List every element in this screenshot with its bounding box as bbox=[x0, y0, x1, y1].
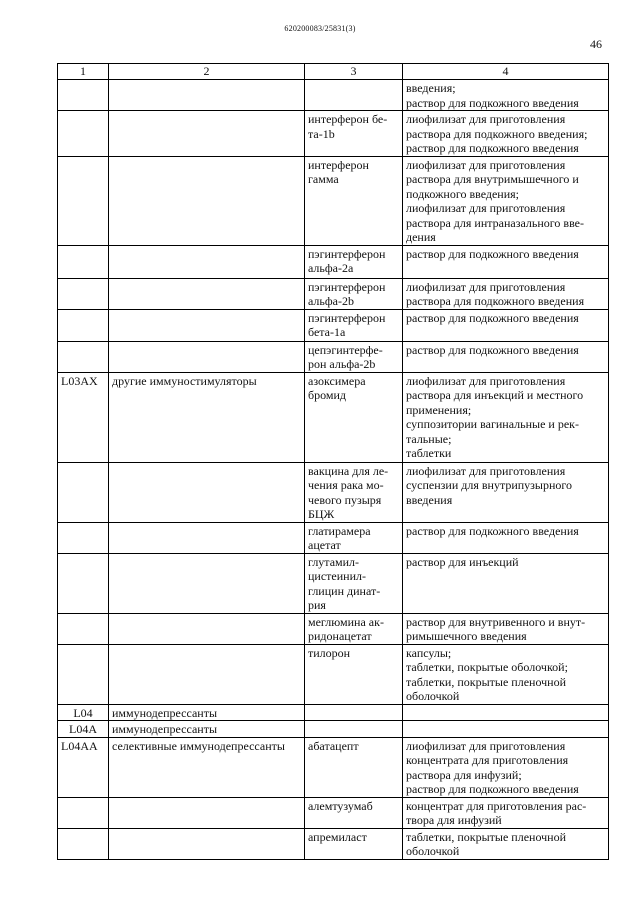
atc-code-cell: L03AX bbox=[58, 372, 109, 462]
drug-name-cell: абатацепт bbox=[305, 737, 403, 797]
drug-name-cell: глутамил- цистеинил- глицин динат- рия bbox=[305, 553, 403, 613]
group-name-cell bbox=[109, 613, 305, 644]
table-row bbox=[58, 156, 609, 245]
column-header-2: 2 bbox=[109, 64, 305, 80]
group-name-cell bbox=[109, 644, 305, 704]
group-name-cell bbox=[109, 522, 305, 553]
drug-name-cell: вакцина для ле- чения рака мо- чевого пузыря БЦЖ bbox=[305, 462, 403, 522]
group-name-cell: селективные иммунодепрессанты bbox=[109, 737, 305, 797]
table-row bbox=[58, 721, 609, 738]
atc-code-cell bbox=[58, 553, 109, 613]
group-name-cell bbox=[109, 309, 305, 341]
table-row bbox=[58, 828, 609, 859]
atc-code-cell bbox=[58, 613, 109, 644]
atc-code-cell bbox=[58, 278, 109, 309]
group-name-cell: иммунодепрессанты bbox=[109, 721, 305, 738]
atc-code-cell bbox=[58, 797, 109, 828]
dosage-form-cell: раствор для подкожного введения bbox=[403, 522, 609, 553]
table-row bbox=[58, 613, 609, 644]
group-name-cell bbox=[109, 245, 305, 278]
atc-code-cell bbox=[58, 462, 109, 522]
dosage-form-cell: раствор для внутривенного и внут- римышечного введения bbox=[403, 613, 609, 644]
dosage-form-cell: раствор для подкожного введения bbox=[403, 245, 609, 278]
group-name-cell bbox=[109, 156, 305, 245]
drug-name-cell: меглюмина ак- ридонацетат bbox=[305, 613, 403, 644]
group-name-cell bbox=[109, 278, 305, 309]
dosage-form-cell: концентрат для приготовления рас- твора для инфузий bbox=[403, 797, 609, 828]
dosage-form-cell bbox=[403, 721, 609, 738]
table-row bbox=[58, 462, 609, 522]
dosage-form-cell: раствор для подкожного введения bbox=[403, 309, 609, 341]
table-row bbox=[58, 245, 609, 278]
group-name-cell bbox=[109, 828, 305, 859]
dosage-form-cell: лиофилизат для приготовления раствора для внутримышечного и подкожного введения; лиофилизат для приготовления раствора для интраназального вве- дения bbox=[403, 156, 609, 245]
dosage-form-cell: таблетки, покрытые пленочной оболочкой bbox=[403, 828, 609, 859]
table-row bbox=[58, 553, 609, 613]
drug-name-cell: пэгинтерферон альфа-2а bbox=[305, 245, 403, 278]
atc-code-cell bbox=[58, 341, 109, 372]
drug-name-cell: тилорон bbox=[305, 644, 403, 704]
table-header-row bbox=[58, 64, 609, 80]
dosage-form-cell: раствор для подкожного введения bbox=[403, 341, 609, 372]
table-row bbox=[58, 644, 609, 704]
drug-name-cell: интерферон гамма bbox=[305, 156, 403, 245]
group-name-cell: другие иммуностимуляторы bbox=[109, 372, 305, 462]
dosage-form-cell: лиофилизат для приготовления концентрата для приготовления раствора для инфузий; раствор для подкожного введения bbox=[403, 737, 609, 797]
table-row bbox=[58, 341, 609, 372]
table-row bbox=[58, 111, 609, 157]
drug-name-cell: цепэгинтерфе- рон альфа-2b bbox=[305, 341, 403, 372]
dosage-form-cell: лиофилизат для приготовления раствора для подкожного введения bbox=[403, 278, 609, 309]
drug-name-cell bbox=[305, 704, 403, 721]
dosage-form-cell bbox=[403, 704, 609, 721]
atc-code-cell: L04AA bbox=[58, 737, 109, 797]
dosage-form-cell: лиофилизат для приготовления раствора для инъекций и местного применения; суппозитории вагинальные и рек- тальные; таблетки bbox=[403, 372, 609, 462]
atc-code-cell bbox=[58, 828, 109, 859]
table-row bbox=[58, 372, 609, 462]
drug-name-cell: азоксимера бромид bbox=[305, 372, 403, 462]
drug-name-cell: апремиласт bbox=[305, 828, 403, 859]
drug-name-cell: пэгинтерферон альфа-2b bbox=[305, 278, 403, 309]
drug-table bbox=[57, 63, 609, 860]
group-name-cell bbox=[109, 111, 305, 157]
drug-name-cell: алемтузумаб bbox=[305, 797, 403, 828]
atc-code-cell bbox=[58, 111, 109, 157]
table-row bbox=[58, 80, 609, 111]
drug-name-cell: глатирамера ацетат bbox=[305, 522, 403, 553]
drug-name-cell bbox=[305, 721, 403, 738]
table-row bbox=[58, 522, 609, 553]
table-row bbox=[58, 278, 609, 309]
column-header-4: 4 bbox=[403, 64, 609, 80]
column-header-1: 1 bbox=[58, 64, 109, 80]
dosage-form-cell: капсулы; таблетки, покрытые оболочкой; таблетки, покрытые пленочной оболочкой bbox=[403, 644, 609, 704]
atc-code-cell: L04A bbox=[58, 721, 109, 738]
group-name-cell: иммунодепрессанты bbox=[109, 704, 305, 721]
dosage-form-cell: раствор для инъекций bbox=[403, 553, 609, 613]
dosage-form-cell: введения; раствор для подкожного введения bbox=[403, 80, 609, 111]
column-header-3: 3 bbox=[305, 64, 403, 80]
atc-code-cell bbox=[58, 245, 109, 278]
group-name-cell bbox=[109, 80, 305, 111]
table-row bbox=[58, 737, 609, 797]
document-id: 620200083/25831(3) bbox=[284, 24, 356, 33]
group-name-cell bbox=[109, 553, 305, 613]
group-name-cell bbox=[109, 462, 305, 522]
dosage-form-cell: лиофилизат для приготовления раствора для подкожного введения; раствор для подкожного введения bbox=[403, 111, 609, 157]
page-number: 46 bbox=[590, 37, 602, 51]
table-row bbox=[58, 704, 609, 721]
table-row bbox=[58, 797, 609, 828]
atc-code-cell bbox=[58, 644, 109, 704]
drug-name-cell bbox=[305, 80, 403, 111]
group-name-cell bbox=[109, 797, 305, 828]
table-row bbox=[58, 309, 609, 341]
group-name-cell bbox=[109, 341, 305, 372]
atc-code-cell bbox=[58, 522, 109, 553]
atc-code-cell bbox=[58, 80, 109, 111]
atc-code-cell: L04 bbox=[58, 704, 109, 721]
atc-code-cell bbox=[58, 309, 109, 341]
drug-name-cell: интерферон бе- та-1b bbox=[305, 111, 403, 157]
drug-name-cell: пэгинтерферон бета-1а bbox=[305, 309, 403, 341]
dosage-form-cell: лиофилизат для приготовления суспензии для внутрипузырного введения bbox=[403, 462, 609, 522]
atc-code-cell bbox=[58, 156, 109, 245]
